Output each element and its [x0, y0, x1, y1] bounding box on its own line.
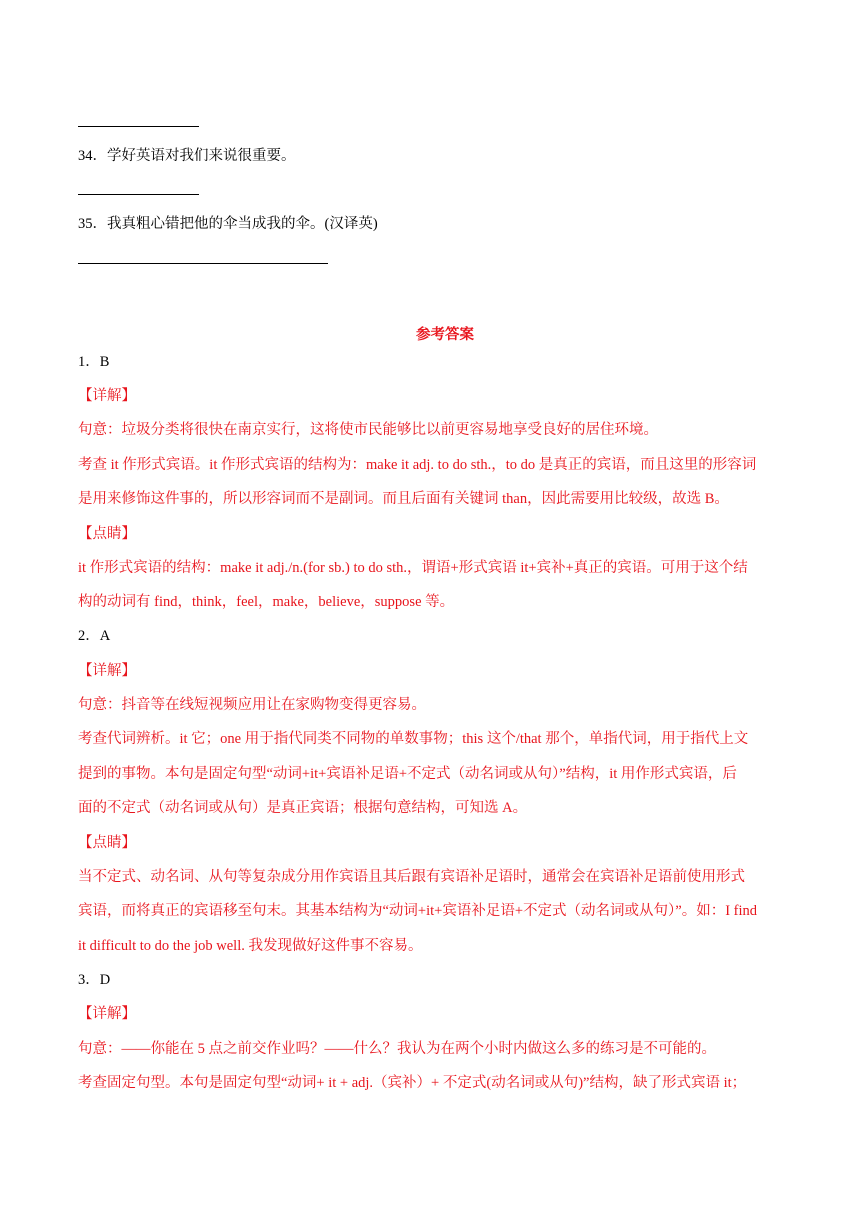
answer-blank-33: [78, 126, 199, 127]
answer-2-number: 2．A: [78, 628, 111, 644]
answer-1-tip-heading: 【点睛】: [78, 526, 136, 542]
question-34: 34．学好英语对我们来说很重要。: [78, 148, 296, 164]
answer-1-detail-heading: 【详解】: [78, 388, 136, 404]
answer-3-line-2: 考查固定句型。本句是固定句型“动词+ it + adj.（宾补）+ 不定式(动名词或从句)”结构，缺了形式宾语 it；: [78, 1075, 747, 1091]
answer-2-line-4: 面的不定式（动名词或从句）是真正宾语；根据句意结构，可知选 A。: [78, 800, 528, 816]
answer-2-line-2: 考查代词辨析。it 它；one 用于指代同类不同物的单数事物；this 这个/that 那个，单指代词，用于指代上文: [78, 731, 749, 747]
answer-3-detail-heading: 【详解】: [78, 1006, 136, 1022]
answer-2-line-7: it difficult to do the job well. 我发现做好这件事不容易。: [78, 938, 423, 954]
answer-1-line-1: 句意：垃圾分类将很快在南京实行，这将使市民能够比以前更容易地享受良好的居住环境。: [78, 422, 658, 438]
answer-2-line-1: 句意：抖音等在线短视频应用让在家购物变得更容易。: [78, 697, 426, 713]
answer-2-line-3: 提到的事物。本句是固定句型“动词+it+宾语补足语+不定式（动名词或从句）”结构，it 用作形式宾语，后: [78, 766, 737, 782]
answer-1-line-3: 是用来修饰这件事的，所以形容词而不是副词。而且后面有关键词 than，因此需要用比较级，故选 B。: [78, 491, 729, 507]
answer-3-line-1: 句意：——你能在 5 点之前交作业吗？——什么？我认为在两个小时内做这么多的练习是不可能的。: [78, 1041, 716, 1057]
answer-blank-35: [78, 263, 328, 264]
answer-blank-34: [78, 194, 199, 195]
answer-2-line-6: 宾语，而将真正的宾语移至句末。其基本结构为“动词+it+宾语补足语+不定式（动名词或从句）”。如：I find: [78, 903, 758, 919]
answer-1-line-4: it 作形式宾语的结构：make it adj./n.(for sb.) to do sth.，谓语+形式宾语 it+宾补+真正的宾语。可用于这个结: [78, 560, 748, 576]
answer-2-detail-heading: 【详解】: [78, 663, 136, 679]
answer-1-line-5: 构的动词有 find，think，feel，make，believe，suppose 等。: [78, 594, 455, 610]
answer-2-tip-heading: 【点睛】: [78, 835, 136, 851]
answers-title: 参考答案: [416, 327, 474, 343]
answer-2-line-5: 当不定式、动名词、从句等复杂成分用作宾语且其后跟有宾语补足语时，通常会在宾语补足语前使用形式: [78, 869, 745, 885]
answer-1-number: 1．B: [78, 354, 110, 370]
answer-1-line-2: 考查 it 作形式宾语。it 作形式宾语的结构为：make it adj. to do sth.，to do 是真正的宾语，而且这里的形容词: [78, 457, 757, 473]
question-35: 35．我真粗心错把他的伞当成我的伞。(汉译英): [78, 216, 378, 232]
answer-3-number: 3．D: [78, 972, 111, 988]
